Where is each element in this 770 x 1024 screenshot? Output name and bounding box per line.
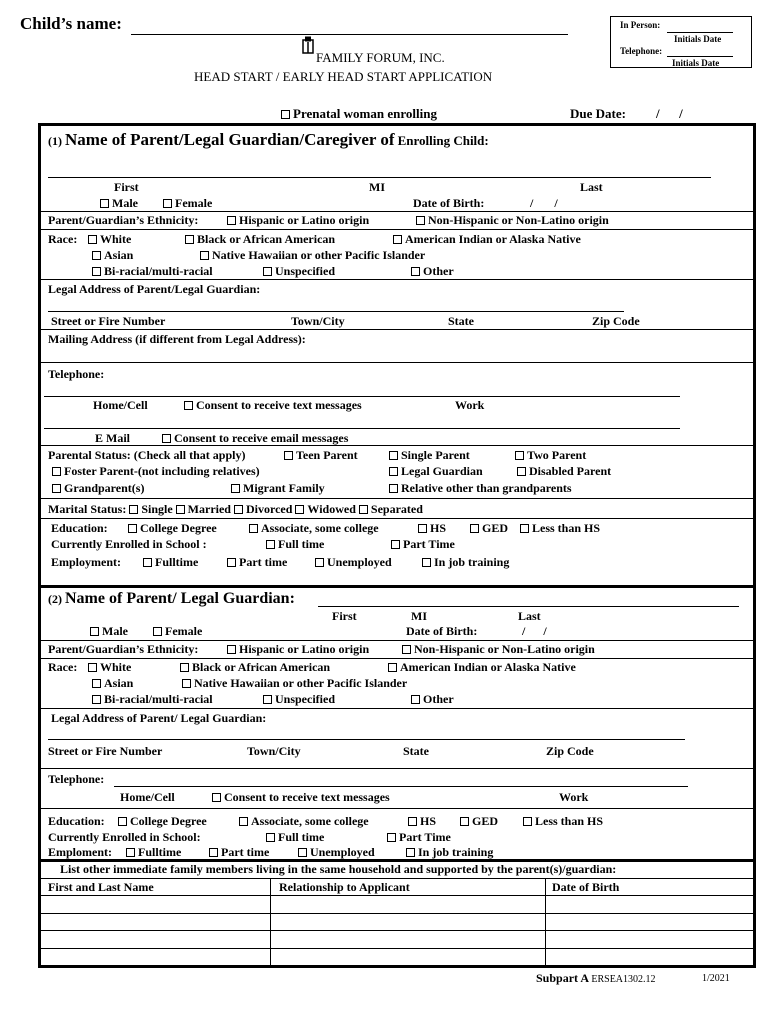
s2-non-hispanic-option[interactable]: Non-Hispanic or Non-Latino origin [402, 642, 595, 657]
s1-emp-parttime-option[interactable]: Part time [227, 555, 287, 570]
s2-college-degree-option[interactable]: College Degree [118, 814, 207, 829]
s1-enrolled-label: Currently Enrolled in School : [51, 537, 207, 551]
section2-heading [48, 590, 295, 608]
s2-first-label: First [332, 609, 357, 623]
s1-white-option[interactable]: White [88, 232, 131, 247]
s1-dob-label: Date of Birth: [413, 196, 485, 210]
s1-asian-option[interactable]: Asian [92, 248, 133, 263]
s2-emp-fulltime-option[interactable]: Fulltime [126, 845, 181, 860]
s1-first-label: First [114, 180, 139, 194]
s1-full-time-option[interactable]: Full time [266, 537, 324, 552]
s1-email-field[interactable] [44, 428, 680, 429]
divider [41, 768, 754, 769]
due-date-label: Due Date: [570, 106, 626, 121]
s2-race-label: Race: [48, 660, 78, 674]
form-title: HEAD START / EARLY HEAD START APPLICATION [194, 69, 493, 84]
divider [41, 329, 754, 330]
s2-state-label: State [403, 744, 429, 758]
s1-dob-field[interactable]: / / [530, 196, 558, 210]
divider [41, 362, 754, 363]
s1-consent-email-option[interactable]: Consent to receive email messages [162, 431, 348, 446]
col-dob-header: Date of Birth [552, 880, 620, 894]
s2-dob-field[interactable]: / / [522, 624, 547, 638]
table-row[interactable] [41, 913, 754, 914]
s2-hawaiian-option[interactable]: Native Hawaiian or other Pacific Islander [182, 676, 407, 691]
s1-associate-option[interactable]: Associate, some college [249, 521, 379, 536]
s2-hispanic-option[interactable]: Hispanic or Latino origin [227, 642, 369, 657]
s1-employment-label: Employment: [51, 555, 121, 569]
divider [41, 808, 754, 809]
s1-legal-guardian-option[interactable]: Legal Guardian [389, 464, 483, 479]
s1-black-option[interactable]: Black or African American [185, 232, 335, 247]
s2-legal-address-field[interactable] [48, 739, 685, 740]
s1-education-label: Education: [51, 521, 108, 535]
s1-marital-label: Marital Status: [48, 502, 127, 516]
family-forum-logo [302, 36, 314, 54]
divider [41, 878, 754, 879]
childs-name-label: Child’s name: [20, 14, 122, 33]
s1-hs-option[interactable]: HS [418, 521, 446, 536]
s2-other-option[interactable]: Other [411, 692, 454, 707]
s2-telephone-label: Telephone: [48, 772, 105, 786]
s1-grandparents-option[interactable]: Grandparent(s) [52, 481, 144, 496]
s1-state-label: State [448, 314, 474, 328]
col-relationship-header: Relationship to Applicant [279, 880, 410, 894]
s1-last-label: Last [580, 180, 603, 194]
initials-date-label-1: Initials Date [674, 34, 722, 44]
footer-subpart-label: Subpart A [536, 971, 589, 985]
s2-employment-label: Emploment: [48, 845, 112, 859]
s1-marital-status-row [48, 502, 423, 517]
divider [41, 279, 754, 280]
s1-single-option[interactable]: Single [129, 502, 172, 516]
s1-two-parent-option[interactable]: Two Parent [515, 448, 586, 463]
footer-code: ERSEA1302.12 [591, 974, 656, 985]
s2-mi-label: MI [411, 609, 427, 623]
section1-number: (1) [48, 134, 62, 148]
s1-female-option[interactable]: Female [163, 196, 212, 211]
divider [41, 658, 754, 659]
s2-associate-option[interactable]: Associate, some college [239, 814, 369, 829]
s2-enrolled-label: Currently Enrolled in School: [48, 830, 201, 844]
s1-part-time-option[interactable]: Part Time [391, 537, 455, 552]
s1-town-label: Town/City [291, 314, 345, 328]
section1-title: Name of Parent/Legal Guardian/Caregiver of [65, 130, 395, 149]
s1-disabled-parent-option[interactable]: Disabled Parent [517, 464, 611, 479]
s1-home-cell-label: Home/Cell [93, 398, 148, 412]
s1-ethnicity-label: Parent/Guardian’s Ethnicity: [48, 213, 199, 227]
table-row[interactable] [41, 895, 754, 896]
s1-mi-label: MI [369, 180, 385, 194]
s1-unemployed-option[interactable]: Unemployed [315, 555, 392, 570]
s1-less-hs-option[interactable]: Less than HS [520, 521, 600, 536]
section1-title-small: Enrolling Child: [397, 133, 489, 148]
due-date-field[interactable]: / / [656, 106, 683, 121]
prenatal-label: Prenatal woman enrolling [293, 106, 437, 121]
s2-home-cell-label: Home/Cell [120, 790, 175, 804]
s1-american-indian-option[interactable]: American Indian or Alaska Native [393, 232, 581, 247]
divider [41, 708, 754, 709]
divider [41, 518, 754, 519]
s2-full-time-option[interactable]: Full time [266, 830, 324, 845]
s1-biracial-option[interactable]: Bi-racial/multi-racial [92, 264, 213, 279]
s2-unemployed-option[interactable]: Unemployed [298, 845, 375, 860]
s1-unspecified-option[interactable]: Unspecified [263, 264, 335, 279]
s2-female-option[interactable]: Female [153, 624, 202, 639]
divider [41, 498, 754, 499]
divider [41, 211, 754, 212]
s1-married-option[interactable]: Married [176, 502, 231, 516]
s2-american-indian-option[interactable]: American Indian or Alaska Native [388, 660, 576, 675]
s2-town-label: Town/City [247, 744, 301, 758]
household-instruction: List other immediate family members living in the same household and supported by the parent(s)/guardian: [60, 862, 617, 876]
s2-job-training-option[interactable]: In job training [406, 845, 493, 860]
table-row[interactable] [41, 948, 754, 949]
s1-emp-fulltime-option[interactable]: Fulltime [143, 555, 198, 570]
table-col-divider [545, 878, 546, 966]
s1-ged-option[interactable]: GED [470, 521, 508, 536]
s2-asian-option[interactable]: Asian [92, 676, 133, 691]
s2-biracial-option[interactable]: Bi-racial/multi-racial [92, 692, 213, 707]
s1-street-label: Street or Fire Number [51, 314, 166, 328]
divider [41, 229, 754, 230]
s1-foster-parent-option[interactable]: Foster Parent-(not including relatives) [52, 464, 260, 479]
telephone-office-field[interactable] [667, 56, 733, 57]
childs-name-field[interactable] [131, 34, 568, 35]
s2-zip-label: Zip Code [546, 744, 594, 758]
s1-hispanic-option[interactable]: Hispanic or Latino origin [227, 213, 369, 228]
s2-street-label: Street or Fire Number [48, 744, 163, 758]
s1-male-option[interactable]: Male [100, 196, 138, 211]
prenatal-checkbox[interactable] [281, 110, 290, 119]
s1-divorced-option[interactable]: Divorced [234, 502, 292, 516]
section2-title: Name of Parent/ Legal Guardian: [65, 590, 295, 607]
section2-name-field[interactable] [318, 606, 739, 607]
telephone-office-label: Telephone: [620, 46, 663, 56]
s1-college-degree-option[interactable]: College Degree [128, 521, 217, 536]
org-name: FAMILY FORUM, INC. [316, 50, 445, 65]
s2-legal-address-label: Legal Address of Parent/ Legal Guardian: [51, 711, 267, 725]
s1-non-hispanic-option[interactable]: Non-Hispanic or Non-Latino origin [416, 213, 609, 228]
divider [41, 445, 754, 446]
col-name-header: First and Last Name [48, 880, 154, 894]
s1-race-label: Race: [48, 232, 78, 246]
s1-legal-address-label: Legal Address of Parent/Legal Guardian: [48, 282, 261, 296]
s1-relative-option[interactable]: Relative other than grandparents [389, 481, 572, 496]
s2-work-label: Work [559, 790, 589, 804]
divider [41, 640, 754, 641]
s2-telephone-field[interactable] [114, 786, 688, 787]
s2-male-option[interactable]: Male [90, 624, 128, 639]
s1-parental-status-label: Parental Status: (Check all that apply) [48, 448, 246, 462]
section1-name-field[interactable] [48, 177, 711, 178]
prenatal-checkbox-row[interactable] [281, 106, 437, 122]
s1-job-training-option[interactable]: In job training [422, 555, 509, 570]
s1-single-parent-option[interactable]: Single Parent [389, 448, 470, 463]
s1-work-label: Work [455, 398, 485, 412]
s2-ethnicity-label: Parent/Guardian’s Ethnicity: [48, 642, 199, 656]
s2-unspecified-option[interactable]: Unspecified [263, 692, 335, 707]
s1-hawaiian-option[interactable]: Native Hawaiian or other Pacific Islander [200, 248, 425, 263]
s1-email-label: E Mail [95, 431, 130, 445]
in-person-field[interactable] [667, 32, 733, 33]
s2-last-label: Last [518, 609, 541, 623]
s1-consent-text-option[interactable]: Consent to receive text messages [184, 398, 362, 413]
s1-other-option[interactable]: Other [411, 264, 454, 279]
s1-telephone-field[interactable] [44, 396, 680, 397]
section1-heading [48, 130, 489, 150]
s1-separated-option[interactable]: Separated [359, 502, 423, 516]
s2-part-time-option[interactable]: Part Time [387, 830, 451, 845]
s2-emp-parttime-option[interactable]: Part time [209, 845, 269, 860]
s2-education-label: Education: [48, 814, 105, 828]
s2-black-option[interactable]: Black or African American [180, 660, 330, 675]
in-person-label: In Person: [620, 20, 661, 30]
footer-subpart [536, 971, 656, 986]
s2-white-option[interactable]: White [88, 660, 131, 675]
s1-zip-label: Zip Code [592, 314, 640, 328]
footer-date: 1/2021 [702, 973, 730, 984]
s1-mailing-label: Mailing Address (if different from Legal Address): [48, 332, 306, 346]
s1-migrant-option[interactable]: Migrant Family [231, 481, 325, 496]
s1-teen-parent-option[interactable]: Teen Parent [284, 448, 358, 463]
s2-ged-option[interactable]: GED [460, 814, 498, 829]
s1-telephone-label: Telephone: [48, 367, 105, 381]
s2-consent-text-option[interactable]: Consent to receive text messages [212, 790, 390, 805]
s2-less-hs-option[interactable]: Less than HS [523, 814, 603, 829]
initials-date-label-2: Initials Date [672, 58, 720, 68]
s1-widowed-option[interactable]: Widowed [295, 502, 355, 516]
s1-legal-address-field[interactable] [48, 311, 624, 312]
section2-number: (2) [48, 592, 62, 606]
s2-dob-label: Date of Birth: [406, 624, 478, 638]
s2-hs-option[interactable]: HS [408, 814, 436, 829]
table-col-divider [270, 878, 271, 966]
table-row[interactable] [41, 930, 754, 931]
